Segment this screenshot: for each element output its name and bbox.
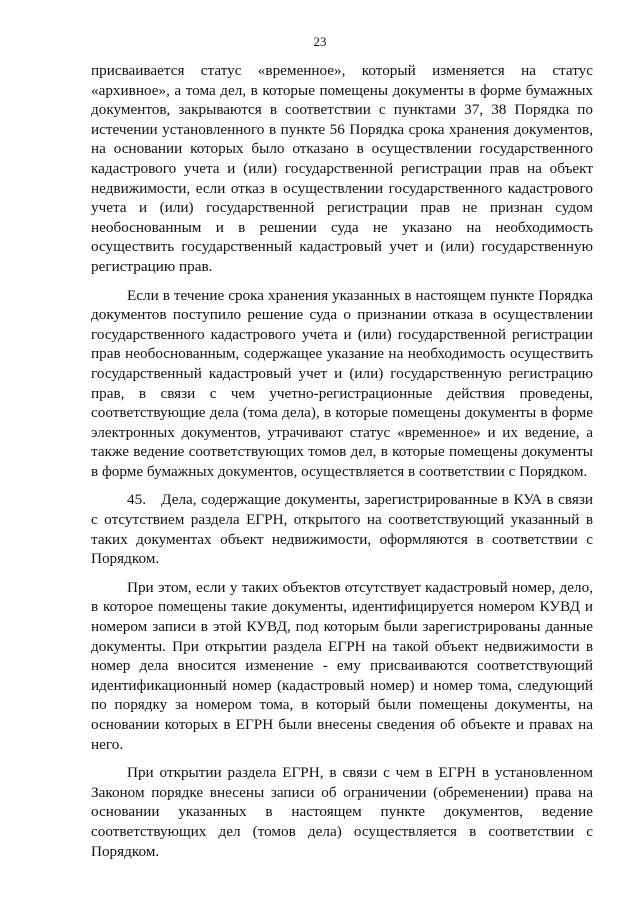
paragraph-court-decision: Если в течение срока хранения указанных в настоящем пункте Порядка документов поступило решение суда о признании отказа в осуществлении государственного кадастрового учета и (или) государственной регистрации прав необоснованным, содержащее указание на необходимость осуществить государственный кадастровый учет и (или) государственную регистрацию прав, в связи с чем учетно-регистрационные действия проведены, соответствующие дела (тома дела), в которые помещены документы в форме электронных документов, утрачивают статус «временное» и их ведение, а также ведение соответствующих томов дел, в которые помещены документы в форме бумажных документов, осуществляется в соответствии с Порядком. <box>91 286 593 480</box>
paragraph-egrn-opening: При открытии раздела ЕГРН, в связи с чем в ЕГРН в установленном Законом порядке внесены записи об ограничении (обременении) права на основании указанных в настоящем пункте документов, ведение соответствующих дел (томов дела) осуществляется в соответствии с Порядком. <box>91 764 593 860</box>
paragraph-item-45: 45. Дела, содержащие документы, зарегистрированные в КУА в связи с отсутствием раздела ЕГРН, открытого на соответствующий указанный в таких документах объект недвижимости, оформляются в соответствии с Порядком. <box>91 491 593 568</box>
document-body <box>91 61 593 870</box>
paragraph-no-cadastral-number: При этом, если у таких объектов отсутствует кадастровый номер, дело, в которое помещены такие документы, идентифицируется номером КУВД и номером записи в этой КУВД, под которым были зарегистрированы данные документы. При открытии раздела ЕГРН на такой объект недвижимости в номер дела вносится изменение - ему присваиваются соответствующий идентификационный номер (кадастровый номер) и номер тома, следующий по порядку за номером тома, в который были помещены документы, на основании которых в ЕГРН были внесены сведения об объекте и правах на него. <box>91 578 593 753</box>
page-number: 23 <box>313 34 327 49</box>
paragraph-continuation: присваивается статус «временное», который изменяется на статус «архивное», а тома дел, в которые помещены документы в форме бумажных документов, закрываются в соответствии с пунктами 37, 38 Порядка по истечении установленного в пункте 56 Порядка срока хранения документов, на основании которых было отказано в осуществлении государственного кадастрового учета и (или) государственной регистрации прав на объект недвижимости, если отказ в осуществлении государственного кадастрового учета и (или) государственной регистрации прав не признан судом необоснованным и в решении суда не указано на необходимость осуществить государственный кадастровый учет и (или) государственную регистрацию прав. <box>91 62 593 275</box>
